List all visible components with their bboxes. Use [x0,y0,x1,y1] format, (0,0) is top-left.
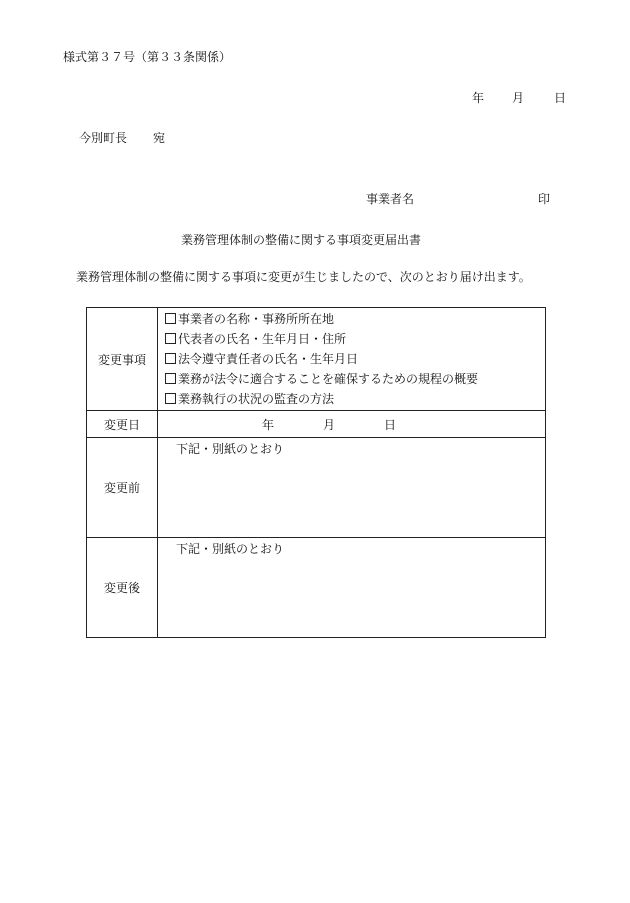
change-date-year: 年 [262,417,275,432]
change-form-table [86,307,546,638]
checkbox[interactable] [165,313,176,324]
before-note: 下記・別紙のとおり [176,442,285,456]
checkbox[interactable] [165,393,176,404]
document-title: 業務管理体制の整備に関する事項変更届出書 [181,233,422,247]
change-item-label: 業務執行の状況の監査の方法 [178,392,335,406]
after-label: 変更後 [87,538,158,638]
date-day-label: 日 [554,91,567,105]
change-item-1 [165,310,545,330]
items-row [87,308,546,411]
change-item-label: 代表者の氏名・生年月日・住所 [178,332,347,346]
items-list [158,308,545,410]
after-note: 下記・別紙のとおり [176,542,285,556]
change-item-2 [165,330,545,350]
applicant-label: 事業者名 [366,192,415,206]
change-item-label: 事業者の名称・事務所所在地 [178,312,335,326]
change-date-day: 日 [384,417,397,432]
items-cell [158,308,546,411]
change-item-4 [165,370,545,390]
change-item-label: 業務が法令に適合することを確保するための規程の概要 [178,372,479,386]
items-label: 変更事項 [87,308,158,411]
addressee-name: 今別町長 [79,131,128,145]
date-row [87,411,546,438]
applicant-line [366,192,550,206]
change-date-month: 月 [323,417,336,432]
submission-date [472,91,566,105]
checkbox[interactable] [165,373,176,384]
date-month-label: 月 [512,91,525,105]
after-cell[interactable] [158,538,546,638]
addressee-suffix: 宛 [153,131,166,145]
addressee [79,131,165,145]
change-date-cell [158,411,546,438]
checkbox[interactable] [165,353,176,364]
checkbox[interactable] [165,333,176,344]
change-item-3 [165,350,545,370]
before-label: 変更前 [87,438,158,538]
date-year-label: 年 [472,91,485,105]
before-row [87,438,546,538]
form-number: 様式第３７号（第３３条関係） [63,50,232,64]
after-row [87,538,546,638]
before-cell[interactable] [158,438,546,538]
change-item-label: 法令遵守責任者の氏名・生年月日 [178,352,359,366]
seal-mark: 印 [538,192,551,206]
date-label: 変更日 [87,411,158,438]
change-item-5 [165,390,545,410]
intro-text: 業務管理体制の整備に関する事項に変更が生じましたので、次のとおり届け出ます。 [76,270,531,284]
